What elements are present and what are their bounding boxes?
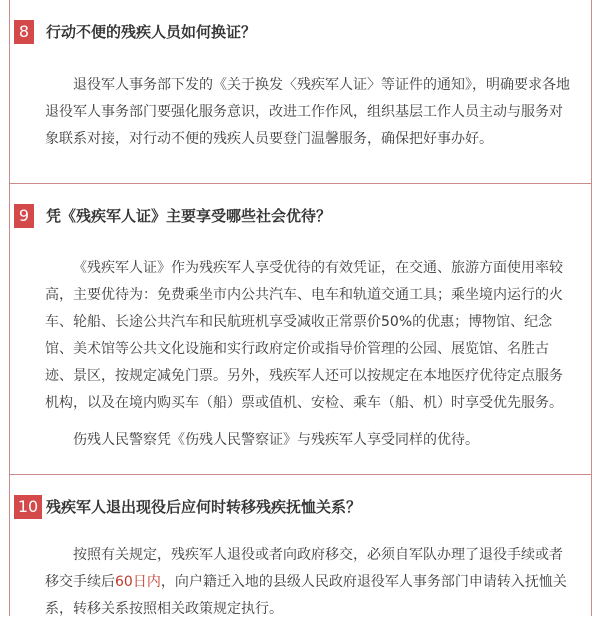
section-number-badge: 10 (14, 495, 42, 519)
section-divider (9, 474, 592, 475)
question-title: 残疾军人退出现役后应何时转移残疾抚恤关系？ (46, 498, 362, 516)
section-divider (9, 183, 592, 184)
answer-paragraph: 伤残人民警察凭《伤残人民警察证》与残疾军人享受同样的优待。 (73, 432, 479, 448)
section-number-badge: 9 (14, 204, 34, 228)
section-number-badge: 8 (14, 20, 34, 44)
question-title: 行动不便的残疾人员如何换证？ (46, 23, 257, 41)
answer-paragraph: 《残疾军人证》作为残疾军人享受优待的有效凭证，在交通、旅游方面使用率较高，主要优待为：免费乘坐市内公共汽车、电车和轨道交通工具；乘坐境内运行的火车、轮船、长途公共汽车和民航班机享受减收正常票价50%的优惠；博物馆、纪念馆、美术馆等公共文化设施和实行政府定价或指导价管理的公园、展览馆、名胜古迹、景区，按规定减免门票。另外，残疾军人还可以按规定在本地医疗优待定点服务机构，以及在境内购买车（船）票或值机、安检、乘车（船、机）时享受优先服务。 (45, 260, 563, 411)
highlighted-deadline: 60日内 (115, 574, 161, 590)
answer-text: 按照有关规定，残疾军人退役或者向政府移交，必须自军队办理了退役手续或者移交手续后 (45, 547, 563, 590)
answer-paragraph: 退役军人事务部下发的《关于换发〈残疾军人证〉等证件的通知》，明确要求各地退役军人事务部门要强化服务意识，改进工作作风，组织基层工作人员主动与服务对象联系对接，对行动不便的残疾人员要登门温馨服务，确保把好事办好。 (45, 77, 570, 147)
answer-text: ，向户籍迁入地的县级人民政府退役军人事务部门申请转入抚恤关系，转移关系按照相关政策规定执行。 (45, 574, 567, 617)
question-title: 凭《残疾军人证》主要享受哪些社会优待？ (46, 207, 332, 225)
answer-paragraph (45, 542, 575, 623)
